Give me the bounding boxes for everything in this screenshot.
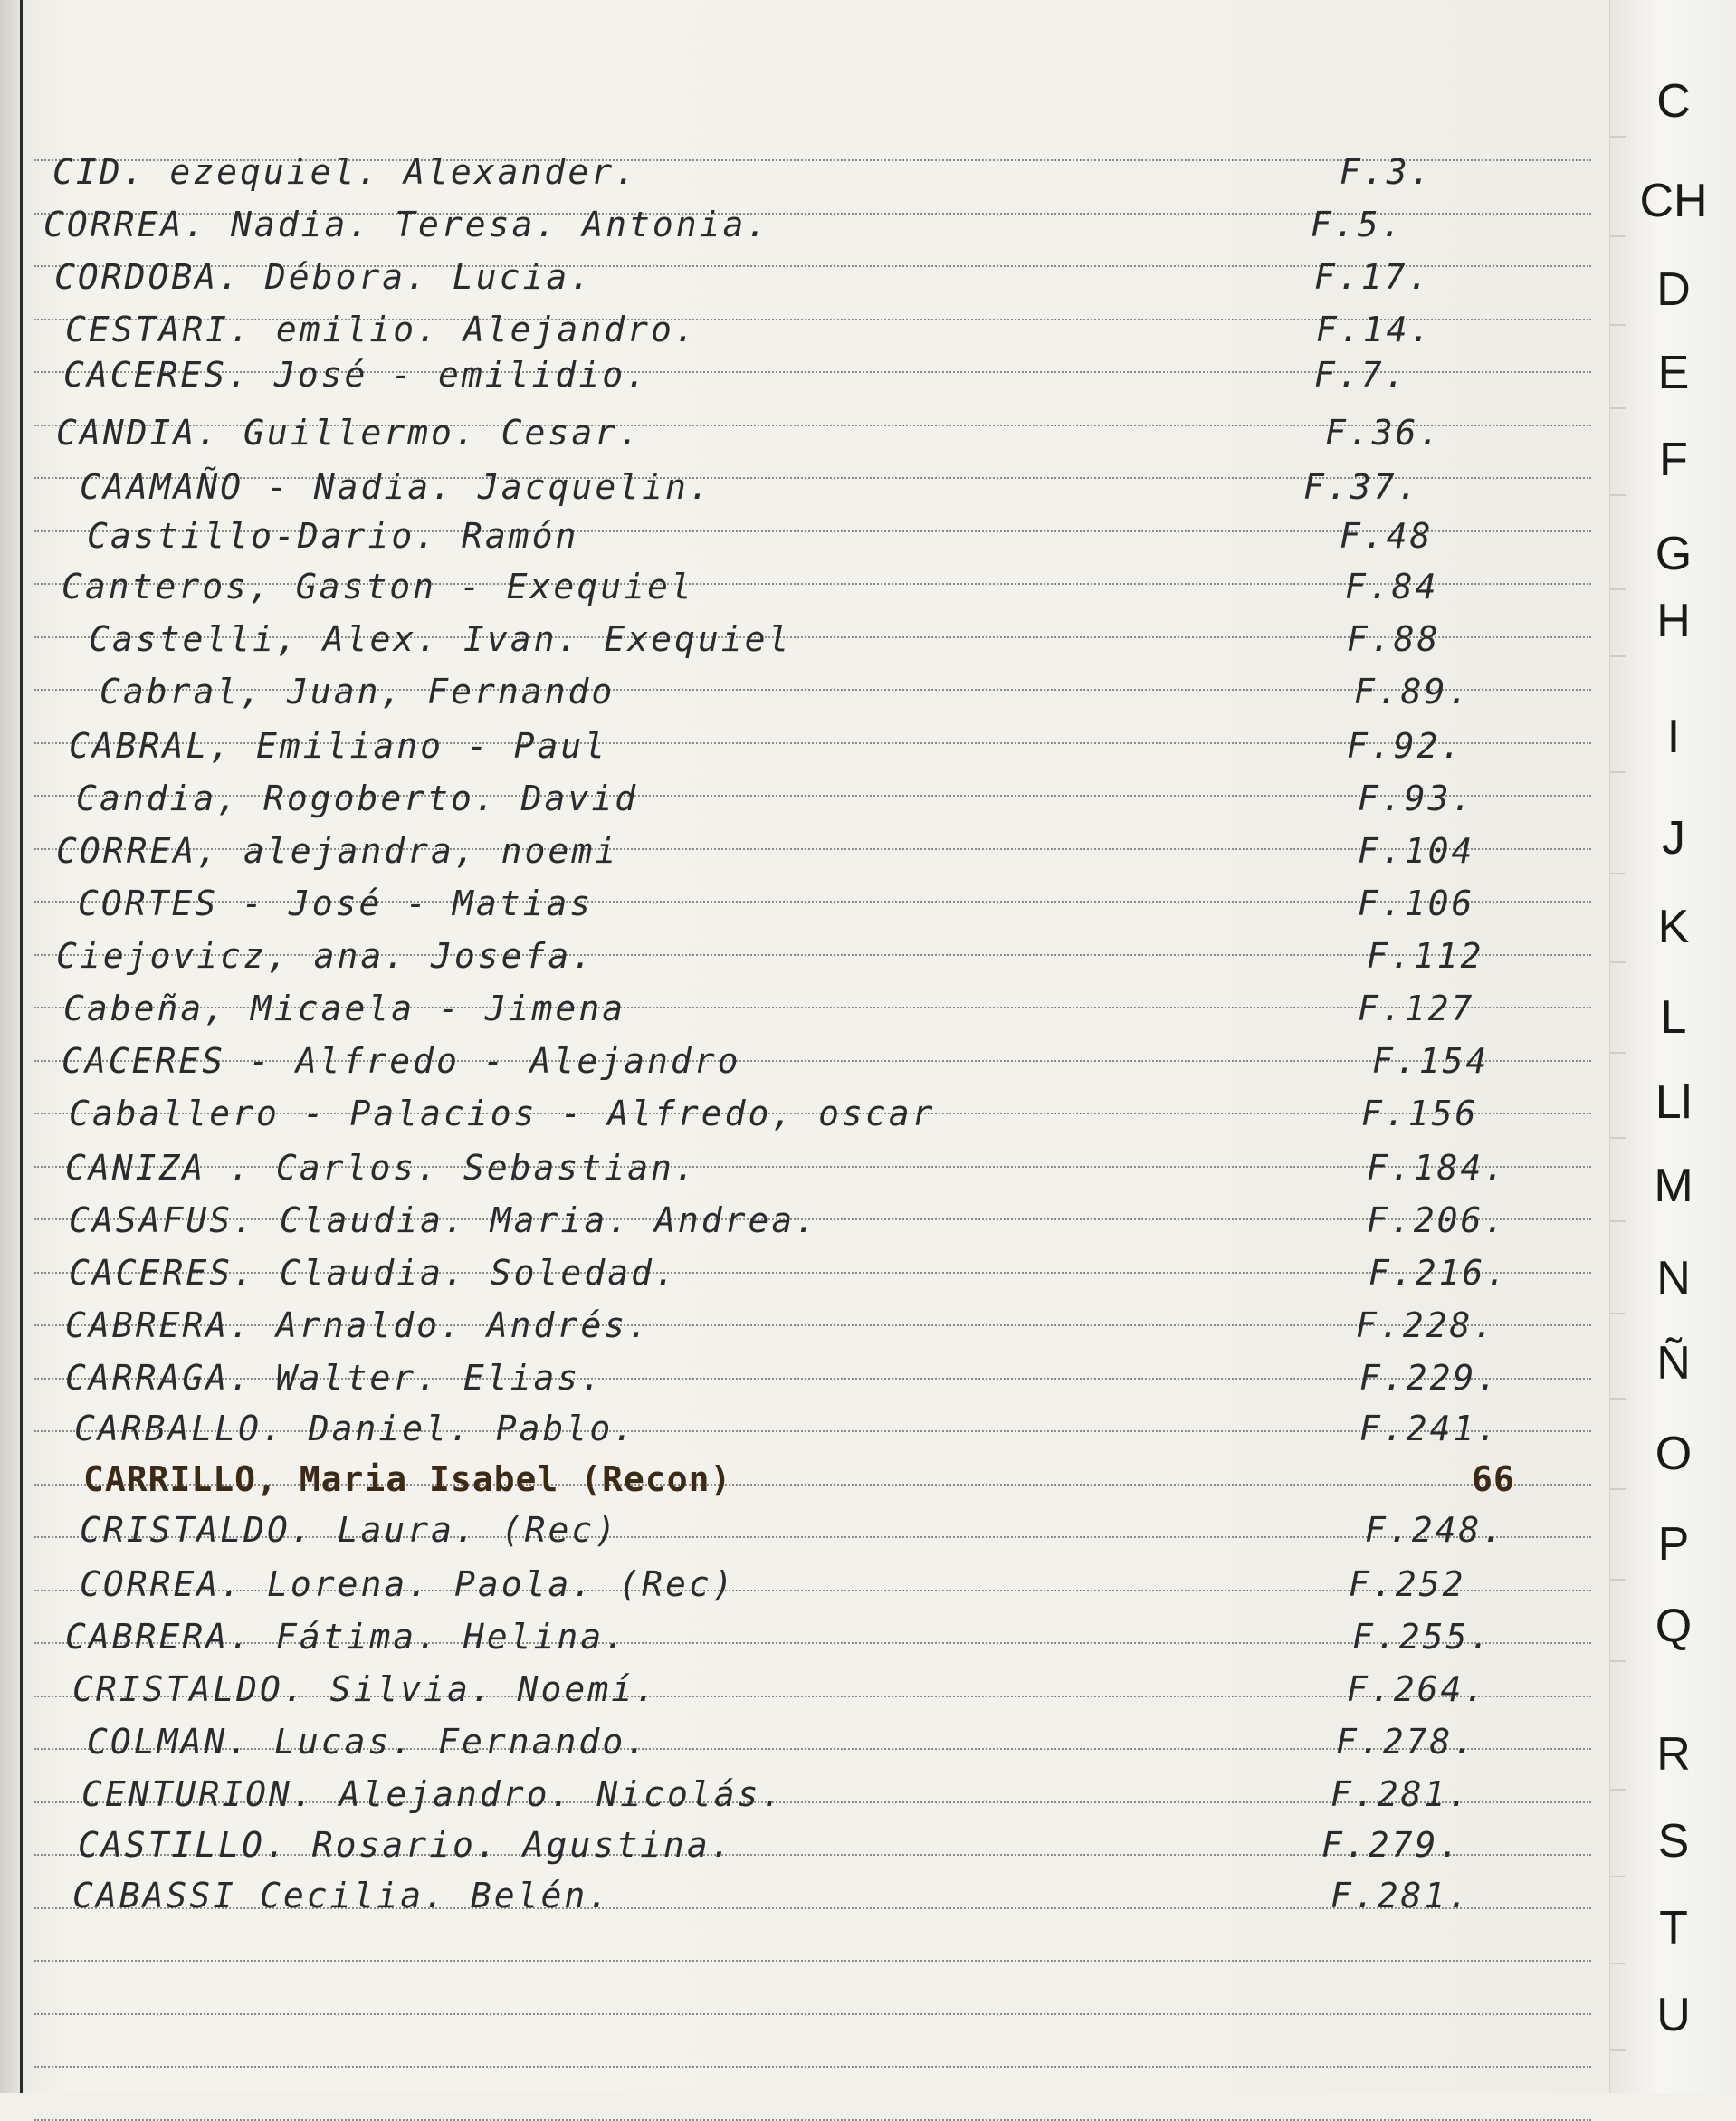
entry-name: CASAFUS. Claudia. Maria. Andrea. — [69, 1200, 819, 1240]
entry-name: Caballero - Palacios - Alfredo, oscar — [69, 1094, 936, 1133]
entry-name: CID. ezequiel. Alexander. — [52, 152, 638, 192]
tab-divider — [1610, 1052, 1626, 1054]
ledger-entry — [0, 929, 1593, 979]
entry-name: COLMAN. Lucas. Fernando. — [87, 1722, 650, 1762]
entry-name: Castillo-Dario. Ramón — [87, 516, 579, 556]
tab-divider — [1610, 136, 1626, 138]
entry-folio: F.36. — [1325, 413, 1443, 453]
entry-folio: F.48 — [1340, 516, 1434, 556]
entry-folio: F.252 — [1349, 1564, 1466, 1604]
entry-name: CARRILLO, Maria Isabel (Recon) — [83, 1459, 732, 1499]
entry-folio: F.264. — [1347, 1669, 1488, 1709]
index-tab-d: D — [1656, 263, 1691, 316]
entry-name: CORTES - José - Matias — [78, 884, 594, 923]
tab-divider — [1610, 588, 1626, 590]
ledger-entry — [0, 612, 1593, 663]
entry-folio: F.216. — [1369, 1253, 1510, 1293]
entry-name: CORDOBA. Débora. Lucia. — [54, 257, 594, 297]
index-tab-t: T — [1659, 1902, 1688, 1954]
tab-divider — [1610, 771, 1626, 773]
ledger-entry — [0, 1141, 1593, 1191]
index-tab-u: U — [1656, 1989, 1691, 2041]
entry-name: CASTILLO. Rosario. Agustina. — [78, 1825, 734, 1865]
tab-divider — [1610, 1660, 1626, 1662]
tab-divider — [1610, 2049, 1626, 2051]
ledger-entry — [0, 509, 1593, 559]
ledger-entry — [0, 1351, 1593, 1401]
entry-folio: F.14. — [1316, 310, 1434, 349]
entry-folio: F.104 — [1358, 831, 1475, 871]
ledger-entry — [0, 824, 1593, 874]
ledger-entry — [0, 145, 1593, 196]
ledger-entry — [0, 1557, 1593, 1608]
index-tab-r: R — [1656, 1728, 1691, 1781]
ledger-entry — [0, 1298, 1593, 1349]
tab-divider — [1610, 1313, 1626, 1314]
entry-name: CABRAL, Emiliano - Paul — [69, 726, 608, 766]
ledger-entry — [0, 981, 1593, 1032]
ledger-entry — [0, 1818, 1593, 1868]
entry-name: CARRAGA. Walter. Elias. — [65, 1358, 605, 1398]
tab-divider — [1610, 324, 1626, 326]
alphabet-index-tabs — [1609, 0, 1736, 2093]
entry-folio: F.279. — [1321, 1825, 1463, 1865]
entry-name: CABRERA. Arnaldo. Andrés. — [65, 1305, 651, 1345]
ledger-entry — [0, 197, 1593, 248]
tab-divider — [1610, 1488, 1626, 1490]
entry-folio: F.89. — [1354, 672, 1472, 712]
entry-folio: F.228. — [1356, 1305, 1497, 1345]
tab-divider — [1610, 655, 1626, 657]
entry-folio: F.255. — [1352, 1617, 1493, 1657]
index-tab-f: F — [1659, 434, 1688, 486]
tab-divider — [1610, 1789, 1626, 1791]
entry-folio: F.92. — [1347, 726, 1464, 766]
entry-name: CORREA. Nadia. Teresa. Antonia. — [43, 205, 770, 244]
entry-name: CACERES. Claudia. Soledad. — [69, 1253, 678, 1293]
index-tab-n: N — [1656, 1252, 1691, 1304]
ledger-entry — [0, 559, 1593, 610]
entry-folio: F.229. — [1359, 1358, 1501, 1398]
entry-name: CANIZA . Carlos. Sebastian. — [65, 1148, 698, 1188]
tab-divider — [1610, 1963, 1626, 1964]
ledger-entry — [0, 1503, 1593, 1553]
entry-name: Cabeña, Micaela - Jimena — [63, 989, 626, 1028]
entry-folio: F.278. — [1336, 1722, 1477, 1762]
entry-name: Ciejovicz, ana. Josefa. — [56, 936, 596, 976]
entry-folio: F.281. — [1331, 1876, 1472, 1916]
ledger-entry — [0, 1767, 1593, 1818]
tab-divider — [1610, 961, 1626, 963]
entry-folio: F.127 — [1358, 989, 1475, 1028]
entry-folio: F.7. — [1314, 355, 1408, 395]
entry-folio: 66 — [1472, 1459, 1515, 1499]
ledger-entry — [0, 1401, 1593, 1452]
entry-folio: F.248. — [1365, 1510, 1506, 1550]
tab-divider — [1610, 407, 1626, 409]
index-tab-l: L — [1660, 991, 1687, 1044]
index-tab-k: K — [1657, 901, 1690, 953]
ledger-entry — [0, 876, 1593, 927]
ledger-entry — [0, 719, 1593, 769]
ledger-entry — [0, 1193, 1593, 1244]
ledger-entry — [0, 771, 1593, 822]
tab-divider — [1610, 235, 1626, 237]
entry-folio: F.184. — [1367, 1148, 1508, 1188]
entry-folio: F.156 — [1361, 1094, 1479, 1133]
ledger-entry — [0, 1868, 1593, 1919]
index-tab-i: I — [1666, 711, 1681, 763]
entry-name: Canteros, Gaston - Exequiel — [62, 567, 694, 607]
index-tab-e: E — [1657, 347, 1690, 399]
index-tab-j: J — [1662, 812, 1685, 865]
tab-divider — [1610, 1220, 1626, 1222]
ledger-entry — [0, 1086, 1593, 1137]
entry-name: CENTURION. Alejandro. Nicolás. — [81, 1774, 785, 1814]
entry-folio: F.37. — [1303, 467, 1421, 507]
ledger-entry — [0, 1034, 1593, 1084]
index-tab-o: O — [1655, 1428, 1693, 1480]
entry-folio: F.106 — [1358, 884, 1475, 923]
entry-folio: F.84 — [1345, 567, 1439, 607]
entry-name: CANDIA. Guillermo. Cesar. — [56, 413, 642, 453]
entry-name: CACERES - Alfredo - Alejandro — [62, 1041, 741, 1081]
index-tab-ñ: Ñ — [1656, 1337, 1691, 1390]
ledger-entry — [0, 1715, 1593, 1765]
entry-folio: F.206. — [1367, 1200, 1508, 1240]
ledger-entry — [0, 348, 1593, 398]
entry-folio: F.241. — [1359, 1409, 1501, 1448]
entry-name: CRISTALDO. Silvia. Noemí. — [72, 1669, 658, 1709]
entry-folio: F.93. — [1358, 779, 1475, 818]
entry-name: CRISTALDO. Laura. (Rec) — [80, 1510, 619, 1550]
ledger-entry — [0, 1452, 1593, 1503]
ledger-entry — [0, 406, 1593, 456]
ledger-entry — [0, 664, 1593, 715]
entry-folio: F.154 — [1372, 1041, 1490, 1081]
entry-name: Castelli, Alex. Ivan. Exequiel — [89, 619, 792, 659]
tab-divider — [1610, 1579, 1626, 1581]
ledger-entry — [0, 1246, 1593, 1296]
entry-folio: F.112 — [1367, 936, 1484, 976]
ledger-entry — [0, 1610, 1593, 1660]
entry-name: CESTARI. emilio. Alejandro. — [65, 310, 698, 349]
tab-divider — [1610, 1398, 1626, 1400]
entry-folio: F.88 — [1347, 619, 1441, 659]
entry-name: CORREA. Lorena. Paola. (Rec) — [80, 1564, 736, 1604]
entry-name: CORREA, alejandra, noemi — [56, 831, 619, 871]
index-tab-s: S — [1657, 1815, 1690, 1868]
index-tab-h: H — [1656, 595, 1691, 647]
index-tab-m: M — [1654, 1160, 1693, 1212]
tab-divider — [1610, 494, 1626, 496]
index-tab-ch: CH — [1639, 175, 1708, 227]
ledger-entry — [0, 250, 1593, 301]
entry-folio: F.281. — [1331, 1774, 1472, 1814]
index-tab-q: Q — [1655, 1600, 1693, 1652]
entry-name: CABRERA. Fátima. Helina. — [65, 1617, 628, 1657]
index-tab-g: G — [1655, 528, 1693, 580]
entry-name: CARBALLO. Daniel. Pablo. — [74, 1409, 637, 1448]
tab-divider — [1610, 873, 1626, 874]
entry-folio: F.3. — [1340, 152, 1434, 192]
ledger-entry — [0, 460, 1593, 511]
entry-name: CACERES. José - emilidio. — [63, 355, 649, 395]
index-tab-c: C — [1656, 75, 1691, 128]
entry-name: Cabral, Juan, Fernando — [100, 672, 615, 712]
index-tab-p: P — [1657, 1518, 1690, 1571]
entry-folio: F.5. — [1311, 205, 1405, 244]
ledger-entry — [0, 1662, 1593, 1713]
entry-folio: F.17. — [1314, 257, 1432, 297]
entry-name: CABASSI Cecilia. Belén. — [72, 1876, 612, 1916]
entry-name: Candia, Rogoberto. David — [76, 779, 639, 818]
entry-name: CAAMAÑO - Nadia. Jacquelin. — [80, 467, 712, 507]
tab-divider — [1610, 1876, 1626, 1877]
index-tab-ll: Ll — [1655, 1076, 1693, 1129]
tab-divider — [1610, 1137, 1626, 1139]
ledger-entry — [0, 302, 1593, 353]
